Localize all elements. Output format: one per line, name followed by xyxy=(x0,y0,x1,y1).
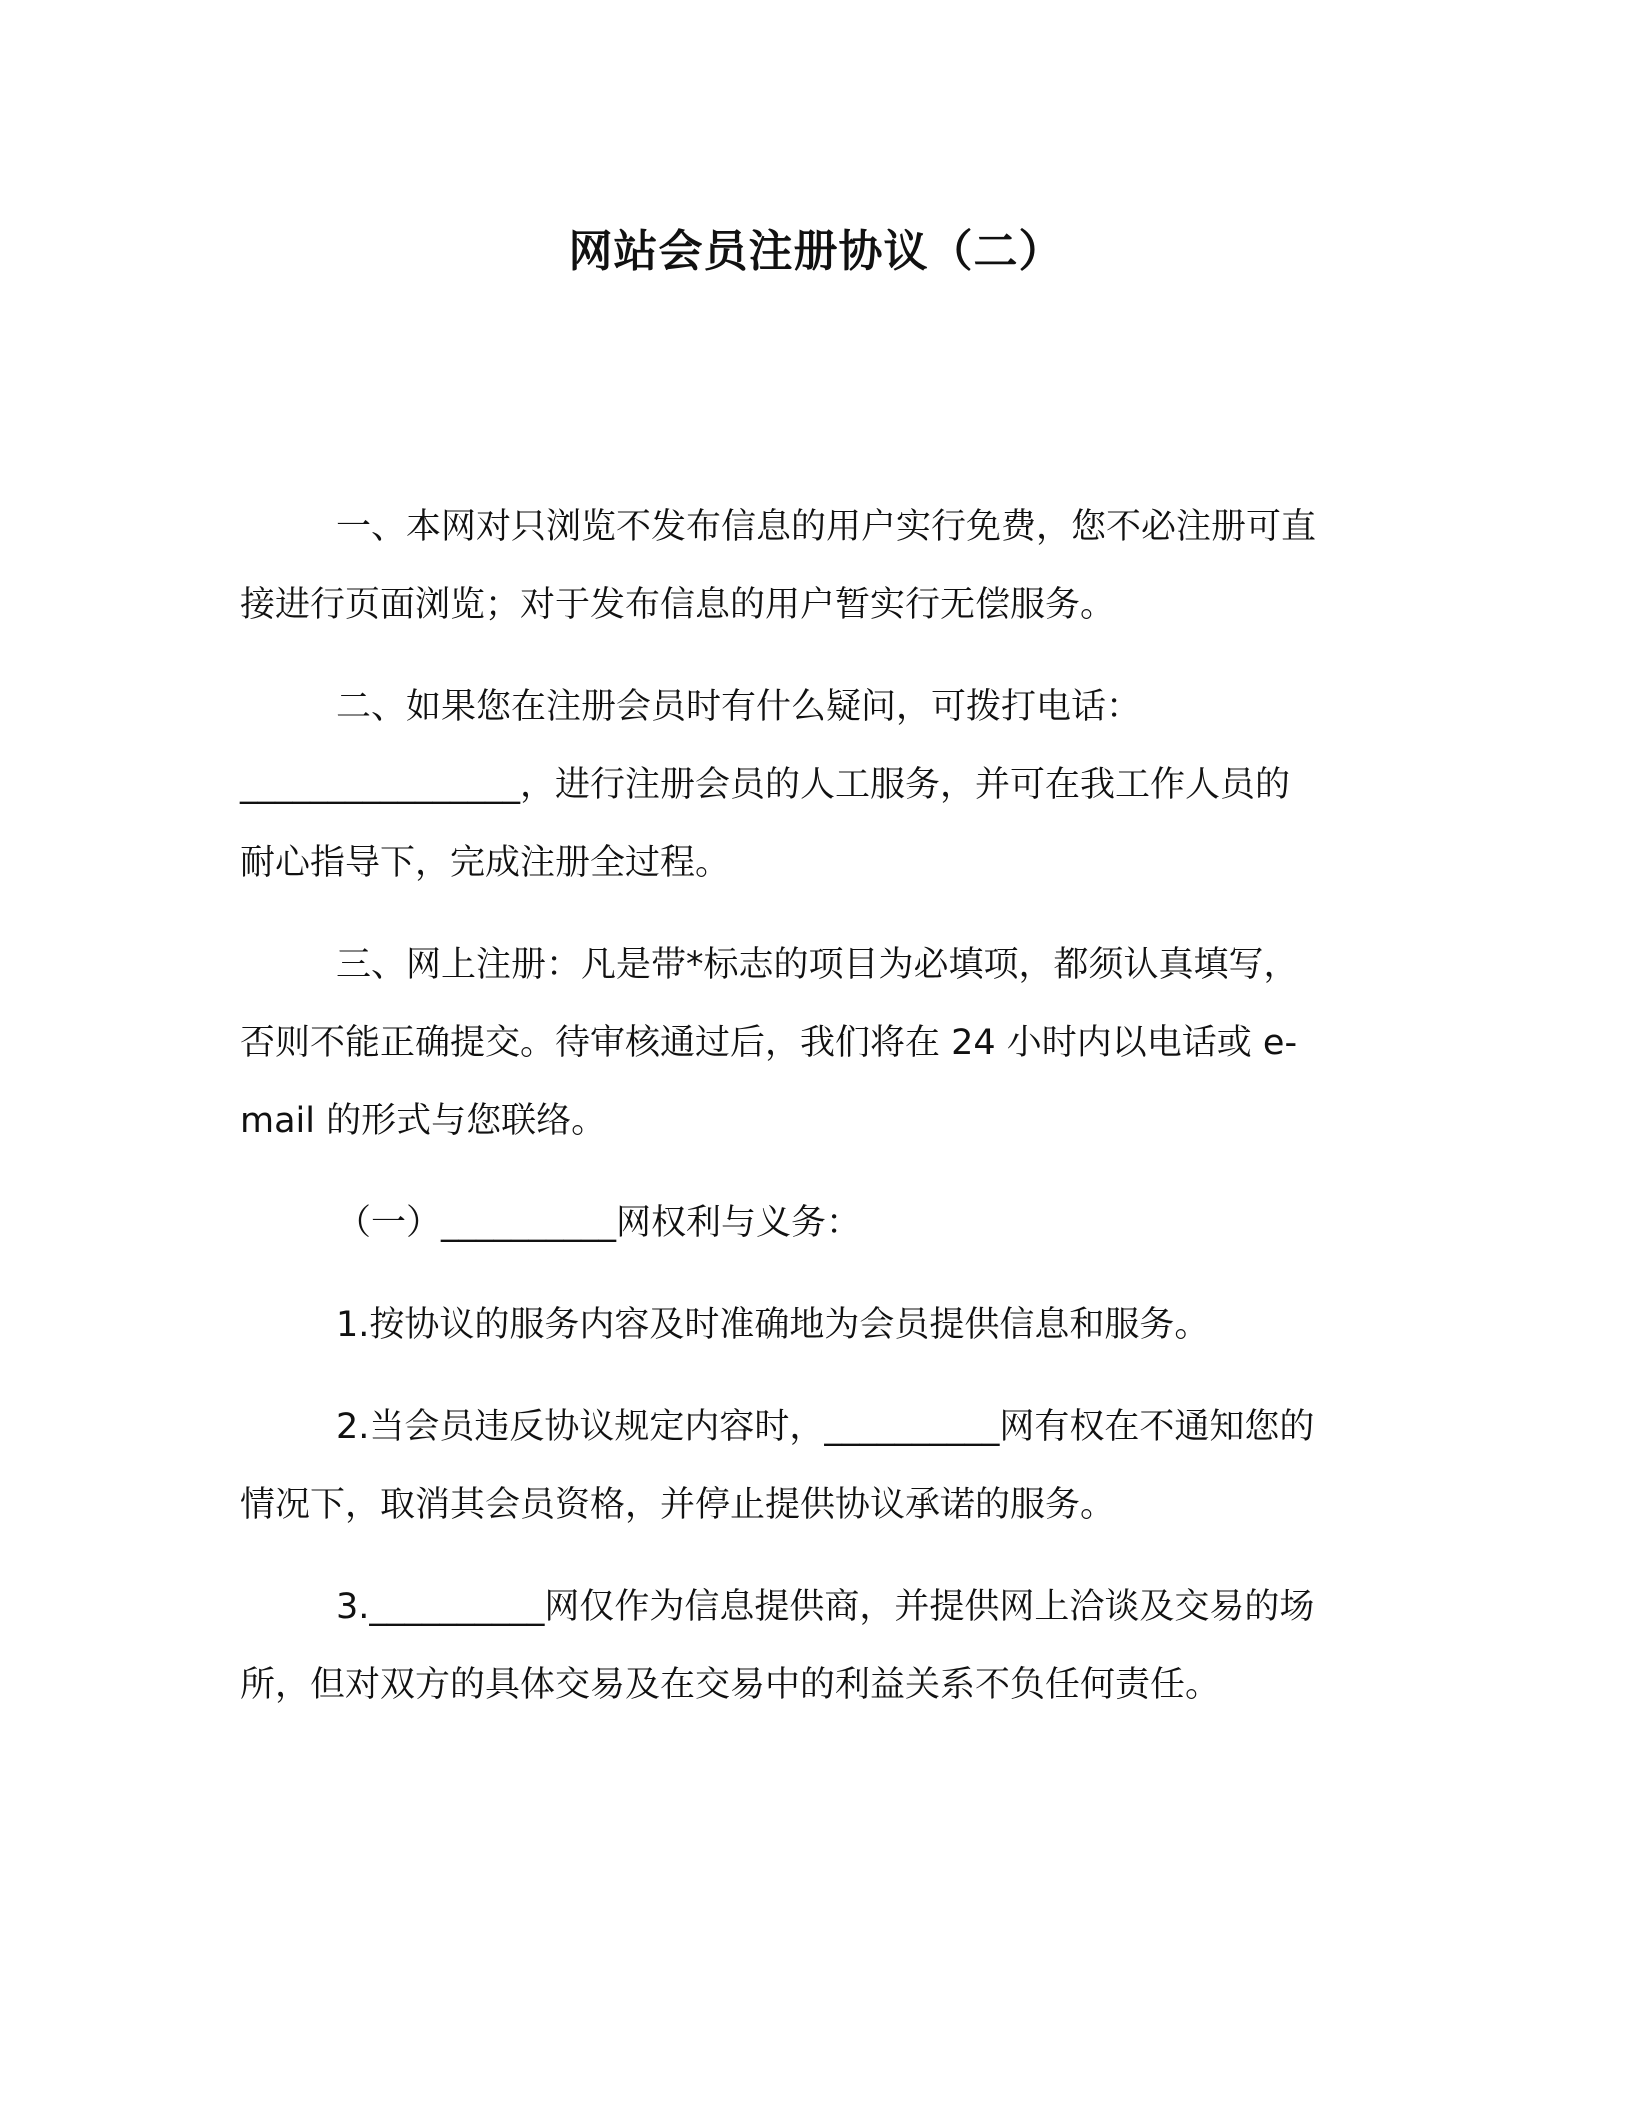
paragraph-line: 二、如果您在注册会员时有什么疑问，可拨打电话： xyxy=(336,687,1142,727)
paragraph-line: 否则不能正确提交。待审核通过后，我们将在 24 小时内以电话或 e- xyxy=(240,1023,1298,1063)
paragraph-line: mail 的形式与您联络。 xyxy=(240,1101,607,1141)
paragraph-line: 三、网上注册：凡是带*标志的项目为必填项，都须认真填写， xyxy=(336,945,1299,985)
list-item-3 xyxy=(240,1568,1392,1724)
paragraph-3 xyxy=(240,926,1392,1160)
paragraph-1 xyxy=(240,488,1392,644)
paragraph-line: ________________，进行注册会员的人工服务，并可在我工作人员的 xyxy=(240,765,1291,805)
paragraph-line: 情况下，取消其会员资格，并停止提供协议承诺的服务。 xyxy=(240,1485,1116,1525)
page-title: 网站会员注册协议（二） xyxy=(568,226,1064,277)
paragraph-line: 一、本网对只浏览不发布信息的用户实行免费，您不必注册可直 xyxy=(336,507,1317,547)
list-item-1 xyxy=(240,1286,1392,1364)
document-body xyxy=(240,488,1392,1748)
paragraph-line: 2.当会员违反协议规定内容时，__________网有权在不通知您的 xyxy=(336,1407,1315,1447)
section-heading-rights xyxy=(240,1184,1392,1262)
paragraph-2 xyxy=(240,668,1392,902)
paragraph-line: （一）__________网权利与义务： xyxy=(336,1203,862,1243)
paragraph-line: 所，但对双方的具体交易及在交易中的利益关系不负任何责任。 xyxy=(240,1665,1221,1705)
paragraph-line: 耐心指导下，完成注册全过程。 xyxy=(240,843,731,883)
list-item-2 xyxy=(240,1388,1392,1544)
paragraph-line: 3.__________网仅作为信息提供商，并提供网上洽谈及交易的场 xyxy=(336,1587,1315,1627)
paragraph-line: 接进行页面浏览；对于发布信息的用户暂实行无偿服务。 xyxy=(240,585,1116,625)
paragraph-line: 1.按协议的服务内容及时准确地为会员提供信息和服务。 xyxy=(336,1305,1210,1345)
